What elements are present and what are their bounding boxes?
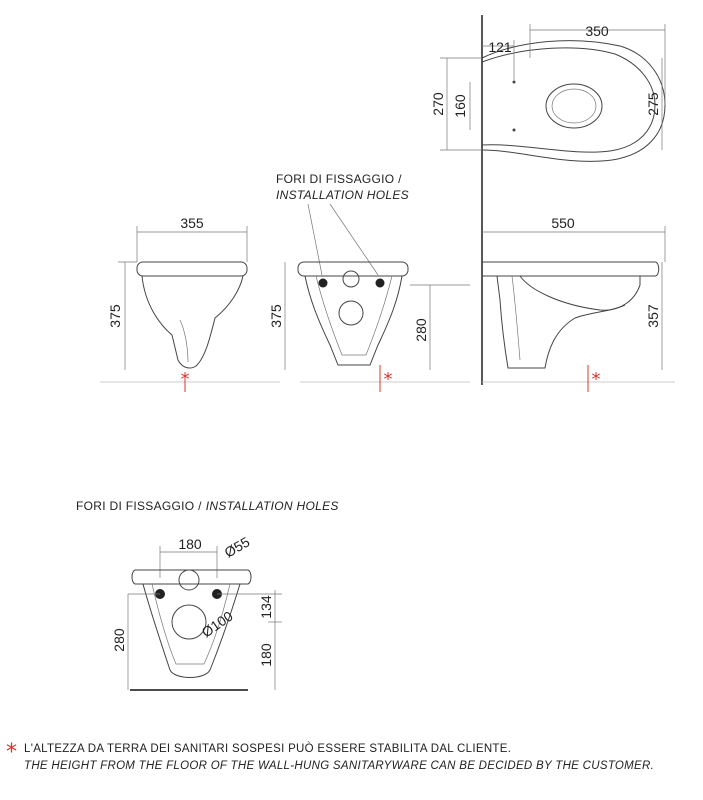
side-height-dim: 357 <box>645 304 661 328</box>
detail-title <box>76 499 339 513</box>
top-holes-dim: 160 <box>452 94 468 118</box>
side-asterisk: * <box>591 369 601 390</box>
back-holes-height-dim: 280 <box>413 318 429 342</box>
detail-upper-dim: 134 <box>258 595 274 619</box>
note-english: THE HEIGHT FROM THE FLOOR OF THE WALL-HUNG SANITARYWARE CAN BE DECIDED BY THE CUSTOMER. <box>24 760 655 772</box>
back-view <box>268 172 470 392</box>
back-asterisk: * <box>383 369 393 390</box>
side-depth-dim: 550 <box>551 215 575 231</box>
top-view <box>430 15 665 385</box>
detail-view <box>76 499 339 690</box>
front-width-dim: 355 <box>180 215 204 231</box>
note-italian: L'ALTEZZA DA TERRA DEI SANITARI SOSPESI PUÒ ESSERE STABILITA DAL CLIENTE. <box>24 743 512 755</box>
fixing-label-en: INSTALLATION HOLES <box>276 188 409 202</box>
detail-small-hole-dim: Ø55 <box>221 533 253 561</box>
detail-spacing-dim: 180 <box>178 536 202 552</box>
front-height-dim: 375 <box>107 304 123 328</box>
detail-large-hole-dim: Ø100 <box>198 607 236 641</box>
detail-height-dim: 280 <box>111 628 127 652</box>
detail-lower-dim: 180 <box>258 643 274 667</box>
top-width-dim: 350 <box>585 23 609 39</box>
detail-title-en: INSTALLATION HOLES <box>205 499 339 513</box>
top-length-dim: 270 <box>430 92 446 116</box>
front-view <box>100 215 280 392</box>
top-bowl-outline <box>482 41 665 162</box>
back-height-dim: 375 <box>268 304 284 328</box>
side-view <box>482 215 675 392</box>
note-asterisk: * <box>6 740 17 765</box>
detail-title-it: FORI DI FISSAGGIO / <box>76 499 202 513</box>
top-offset-dim: 121 <box>488 39 512 55</box>
fixing-label-it: FORI DI FISSAGGIO / <box>276 172 402 186</box>
front-asterisk: * <box>180 369 190 390</box>
top-length-right-dim: 275 <box>645 92 661 116</box>
